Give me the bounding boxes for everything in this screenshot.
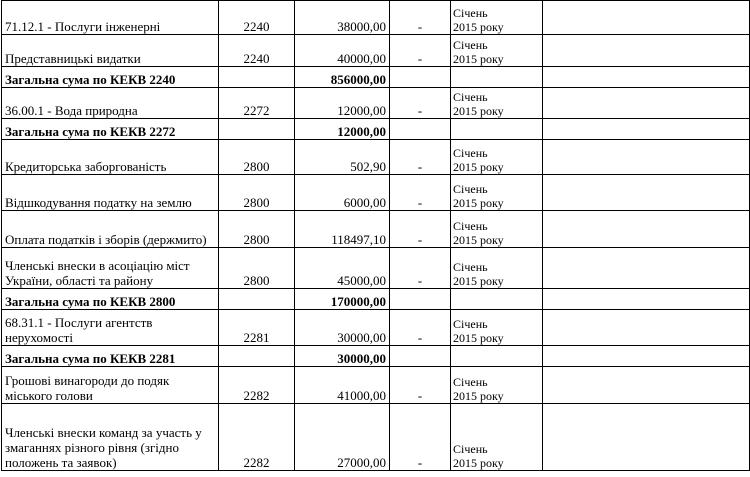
- date-cell: [451, 35, 543, 67]
- dash-cell: -: [390, 367, 451, 404]
- table-row: [2, 211, 750, 248]
- date-month: Січень: [453, 442, 488, 456]
- date-month: Січень: [453, 317, 488, 331]
- total-label: Загальна сума по КЕКВ 2240: [2, 67, 219, 88]
- table-row: [2, 88, 750, 119]
- date-month: Січень: [453, 6, 488, 20]
- dash-cell: -: [390, 248, 451, 289]
- kekv-code: 2282: [219, 404, 295, 471]
- date-cell: [451, 404, 543, 471]
- empty-cell: [390, 289, 451, 310]
- date-year: 2015 року: [453, 331, 504, 345]
- empty-cell: [451, 289, 543, 310]
- amount: 12000,00: [295, 88, 390, 119]
- empty-cell: [543, 310, 750, 346]
- date-year: 2015 року: [453, 52, 504, 66]
- empty-cell: [219, 119, 295, 140]
- item-name: Членські внески команд за участь у змаганнях різного рівня (згідно положень та заявок): [2, 404, 219, 471]
- date-month: Січень: [453, 146, 488, 160]
- empty-cell: [219, 67, 295, 88]
- empty-cell: [219, 289, 295, 310]
- item-name: Оплата податків і зборів (держмито): [2, 211, 219, 248]
- table-row: [2, 175, 750, 211]
- empty-cell: [543, 346, 750, 367]
- total-label: Загальна сума по КЕКВ 2281: [2, 346, 219, 367]
- table-row: [2, 310, 750, 346]
- empty-cell: [543, 67, 750, 88]
- dash-cell: -: [390, 35, 451, 67]
- table-row: [2, 367, 750, 404]
- dash-cell: -: [390, 88, 451, 119]
- date-month: Січень: [453, 219, 488, 233]
- kekv-code: 2800: [219, 175, 295, 211]
- item-name: Представницькі видатки: [2, 35, 219, 67]
- total-amount: 12000,00: [295, 119, 390, 140]
- empty-cell: [543, 1, 750, 35]
- date-month: Січень: [453, 182, 488, 196]
- empty-cell: [543, 140, 750, 175]
- empty-cell: [390, 119, 451, 140]
- date-year: 2015 року: [453, 233, 504, 247]
- total-row: [2, 289, 750, 310]
- date-month: Січень: [453, 375, 488, 389]
- table-row: [2, 1, 750, 35]
- total-amount: 170000,00: [295, 289, 390, 310]
- date-cell: [451, 367, 543, 404]
- kekv-code: 2800: [219, 248, 295, 289]
- item-name: Кредиторська заборгованість: [2, 140, 219, 175]
- empty-cell: [543, 175, 750, 211]
- empty-cell: [451, 346, 543, 367]
- total-row: [2, 119, 750, 140]
- total-label: Загальна сума по КЕКВ 2800: [2, 289, 219, 310]
- kekv-code: 2281: [219, 310, 295, 346]
- empty-cell: [543, 404, 750, 471]
- empty-cell: [543, 35, 750, 67]
- date-cell: [451, 140, 543, 175]
- empty-cell: [543, 88, 750, 119]
- amount: 118497,10: [295, 211, 390, 248]
- date-cell: [451, 248, 543, 289]
- date-year: 2015 року: [453, 104, 504, 118]
- date-year: 2015 року: [453, 389, 504, 403]
- total-amount: 30000,00: [295, 346, 390, 367]
- total-row: [2, 67, 750, 88]
- date-year: 2015 року: [453, 20, 504, 34]
- empty-cell: [543, 248, 750, 289]
- kekv-code: 2800: [219, 211, 295, 248]
- empty-cell: [543, 289, 750, 310]
- date-year: 2015 року: [453, 274, 504, 288]
- dash-cell: -: [390, 404, 451, 471]
- date-year: 2015 року: [453, 160, 504, 174]
- total-row: [2, 346, 750, 367]
- amount: 27000,00: [295, 404, 390, 471]
- table-row: [2, 248, 750, 289]
- date-cell: [451, 88, 543, 119]
- date-cell: [451, 310, 543, 346]
- kekv-code: 2282: [219, 367, 295, 404]
- amount: 6000,00: [295, 175, 390, 211]
- total-label: Загальна сума по КЕКВ 2272: [2, 119, 219, 140]
- date-month: Січень: [453, 38, 488, 52]
- amount: 30000,00: [295, 310, 390, 346]
- table-row: [2, 35, 750, 67]
- kekv-code: 2272: [219, 88, 295, 119]
- date-year: 2015 року: [453, 456, 504, 470]
- date-cell: [451, 211, 543, 248]
- empty-cell: [219, 346, 295, 367]
- table-row: [2, 140, 750, 175]
- dash-cell: -: [390, 310, 451, 346]
- empty-cell: [543, 119, 750, 140]
- item-name: 36.00.1 - Вода природна: [2, 88, 219, 119]
- table-row: [2, 404, 750, 471]
- amount: 45000,00: [295, 248, 390, 289]
- empty-cell: [543, 211, 750, 248]
- amount: 38000,00: [295, 1, 390, 35]
- date-month: Січень: [453, 260, 488, 274]
- empty-cell: [390, 346, 451, 367]
- dash-cell: -: [390, 1, 451, 35]
- item-name: 71.12.1 - Послуги інженерні: [2, 1, 219, 35]
- dash-cell: -: [390, 140, 451, 175]
- total-amount: 856000,00: [295, 67, 390, 88]
- item-name: Грошові винагороди до подяк міського голови: [2, 367, 219, 404]
- amount: 41000,00: [295, 367, 390, 404]
- empty-cell: [451, 67, 543, 88]
- date-year: 2015 року: [453, 196, 504, 210]
- kekv-code: 2800: [219, 140, 295, 175]
- date-cell: [451, 1, 543, 35]
- empty-cell: [543, 367, 750, 404]
- amount: 502,90: [295, 140, 390, 175]
- date-month: Січень: [453, 90, 488, 104]
- item-name: 68.31.1 - Послуги агентств нерухомості: [2, 310, 219, 346]
- kekv-code: 2240: [219, 1, 295, 35]
- amount: 40000,00: [295, 35, 390, 67]
- empty-cell: [390, 67, 451, 88]
- item-name: Членські внески в асоціацію міст України, області та району: [2, 248, 219, 289]
- item-name: Відшкодування податку на землю: [2, 175, 219, 211]
- date-cell: [451, 175, 543, 211]
- dash-cell: -: [390, 211, 451, 248]
- dash-cell: -: [390, 175, 451, 211]
- empty-cell: [451, 119, 543, 140]
- kekv-code: 2240: [219, 35, 295, 67]
- budget-table: [1, 0, 750, 471]
